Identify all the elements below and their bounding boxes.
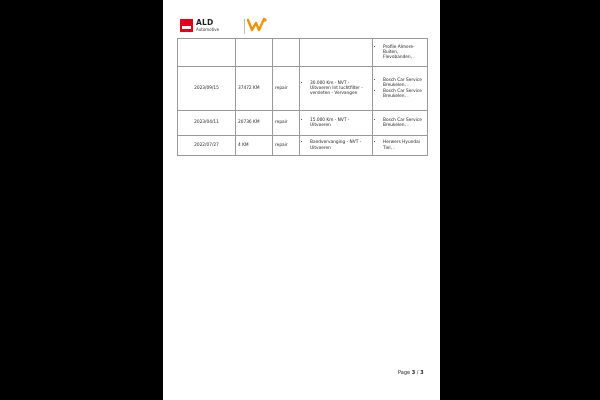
work-item: • Bandvervanging - NVT - Uitvoeren bbox=[310, 140, 370, 150]
ald-logo-icon bbox=[180, 19, 193, 32]
workshop-cell bbox=[373, 67, 428, 111]
workshop-cell-list bbox=[375, 140, 425, 150]
logo-divider bbox=[244, 19, 245, 34]
page-number bbox=[398, 370, 424, 376]
type-cell: repair bbox=[273, 136, 300, 156]
maintenance-history-table bbox=[177, 38, 428, 156]
work-cell bbox=[300, 136, 373, 156]
km-cell: 37472 KM bbox=[236, 67, 273, 111]
work-item: • 15.000 Km - NVT - Uitvoeren bbox=[310, 118, 370, 128]
work-cell-list bbox=[302, 140, 370, 150]
work-cell-list bbox=[302, 118, 370, 128]
type-cell: repair bbox=[273, 67, 300, 111]
workshop-cell-list bbox=[375, 45, 425, 60]
workshop-item: • Bosch Car Service Breukelen, . bbox=[383, 78, 425, 88]
page-total: 3 bbox=[420, 370, 424, 376]
page-separator: / bbox=[416, 370, 419, 376]
work-cell bbox=[300, 111, 373, 136]
ald-logo-subtext: Automotive bbox=[196, 27, 220, 32]
km-cell: 20736 KM bbox=[236, 111, 273, 136]
date-cell: 2022/07/27 bbox=[178, 136, 236, 156]
table-row bbox=[178, 111, 428, 136]
orange-w-logo-icon bbox=[247, 17, 267, 33]
workshop-item: • Herwers Hyundai Tiel, . bbox=[383, 140, 425, 150]
ald-logo-text: ALD bbox=[196, 18, 214, 27]
workshop-item: • Bosch Car Service Breukelen, . bbox=[383, 118, 425, 128]
workshop-cell bbox=[373, 111, 428, 136]
history-table-body bbox=[178, 39, 428, 156]
work-cell bbox=[300, 67, 373, 111]
date-cell: 2023/09/15 bbox=[178, 67, 236, 111]
document-page bbox=[163, 0, 440, 400]
type-cell bbox=[273, 39, 300, 67]
workshop-item: • Profile Almere-Buiten, Flevobanden, . bbox=[383, 45, 425, 60]
page-label: Page bbox=[398, 370, 411, 376]
type-cell: repair bbox=[273, 111, 300, 136]
workshop-cell bbox=[373, 39, 428, 67]
work-cell-list bbox=[302, 81, 370, 96]
page-current: 3 bbox=[411, 370, 416, 376]
date-cell: 2023/04/11 bbox=[178, 111, 236, 136]
workshop-cell bbox=[373, 136, 428, 156]
date-cell bbox=[178, 39, 236, 67]
table-row bbox=[178, 136, 428, 156]
table-row bbox=[178, 39, 428, 67]
workshop-cell-list bbox=[375, 118, 425, 128]
workshop-item: • Bosch Car Service Breukelen, . bbox=[383, 89, 425, 99]
workshop-cell-list bbox=[375, 78, 425, 99]
work-cell bbox=[300, 39, 373, 67]
ald-automotive-logo bbox=[180, 19, 240, 37]
km-cell: 4 KM bbox=[236, 136, 273, 156]
km-cell bbox=[236, 39, 273, 67]
table-row bbox=[178, 67, 428, 111]
work-item: • 30.000 Km - NVT - Uitvoeren Int luchtfilter - versleten - Vervangen bbox=[310, 81, 370, 96]
